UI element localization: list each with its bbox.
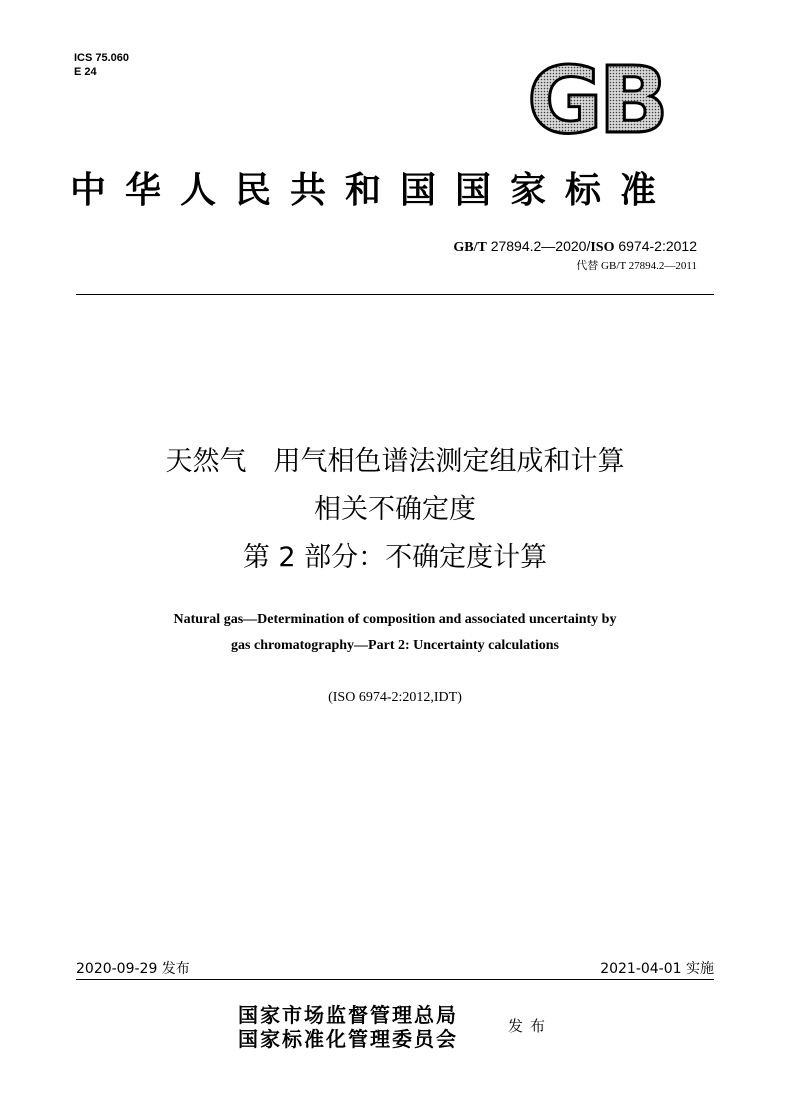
title-en-line2: gas chromatography—Part 2: Uncertainty calculations xyxy=(231,638,559,653)
classification-codes xyxy=(74,51,129,79)
iso-number-rest: 6974-2:2012 xyxy=(614,238,697,254)
title-cn-line1: 天然气 用气相色谱法测定组成和计算 xyxy=(165,446,625,477)
standard-number xyxy=(453,238,697,256)
title-en-line1: Natural gas—Determination of composition and associated uncertainty by xyxy=(173,612,617,627)
title-cn-line3: 第 2 部分：不确定度计算 xyxy=(242,542,548,573)
publisher-2: 国家标准化管理委员会 xyxy=(238,1027,458,1051)
iso-prefix: ISO xyxy=(590,240,615,255)
ccs-code: E 24 xyxy=(74,66,97,78)
svg-text:GB: GB xyxy=(527,60,665,140)
adoption-note: (ISO 6974-2:2012,IDT) xyxy=(328,690,462,705)
implementation-date: 2021-04-01 实施 xyxy=(600,961,714,977)
publisher-1: 国家市场监督管理总局 xyxy=(238,1003,458,1027)
release-date: 2020-09-29 发布 xyxy=(76,961,190,977)
header-divider xyxy=(76,294,714,295)
gb-logo-icon xyxy=(516,60,676,140)
ics-code: ICS 75.060 xyxy=(74,52,130,64)
standard-prefix: GB/T xyxy=(453,240,487,255)
publish-action: 发布 xyxy=(508,1017,553,1035)
footer-divider xyxy=(76,979,714,980)
publishers xyxy=(238,1003,458,1051)
organization-name: 中华人民共和国国家标准 xyxy=(70,169,676,211)
standard-number-rest: 27894.2—2020/ xyxy=(486,238,591,254)
title-cn-line2: 相关不确定度 xyxy=(314,494,476,525)
replaces-standard: 代替 GB/T 27894.2—2011 xyxy=(576,260,697,272)
